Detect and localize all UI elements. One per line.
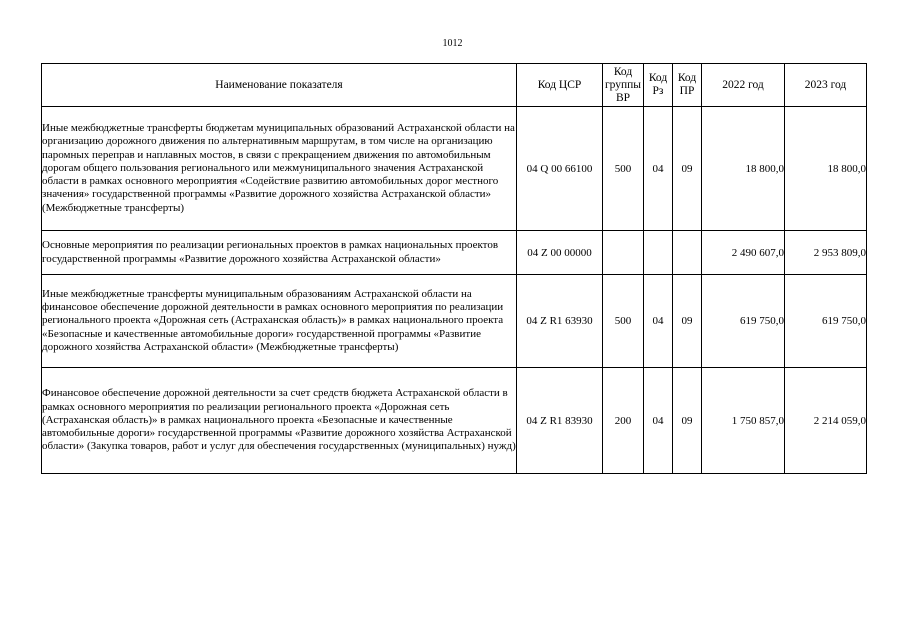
header-vr: Код группы ВР [603, 64, 644, 107]
row-pr: 09 [673, 275, 702, 368]
row-2023: 619 750,0 [785, 275, 867, 368]
page-number: 1012 [442, 38, 463, 49]
row-vr: 500 [603, 275, 644, 368]
header-rz: Код Рз [644, 64, 673, 107]
row-2022: 2 490 607,0 [702, 231, 785, 275]
budget-table [41, 63, 867, 474]
header-pr: Код ПР [673, 64, 702, 107]
row-name: Иные межбюджетные трансферты бюджетам муниципальных образований Астраханской области на организацию дорожного движения по альтернативным маршрутам, в том числе на организацию паромных переправ и наплавных мостов, в связи с прекращением движения по автомобильным дорогам общего пользования регионального или межмуниципального значения Астраханской области в рамках основного мероприятия «Содействие развитию автомобильных дорог местного значения» государственной программы «Развитие дорожного хозяйства Астраханской области» (Межбюджетные трансферты) [42, 107, 517, 231]
row-pr [673, 231, 702, 275]
table-header-row [42, 64, 867, 107]
row-2023: 2 214 059,0 [785, 368, 867, 474]
row-rz: 04 [644, 275, 673, 368]
row-vr [603, 231, 644, 275]
row-pr: 09 [673, 107, 702, 231]
table-row [42, 107, 867, 231]
row-csr: 04 Z 00 00000 [517, 231, 603, 275]
header-csr: Код ЦСР [517, 64, 603, 107]
table-row [42, 231, 867, 275]
row-name: Основные мероприятия по реализации региональных проектов в рамках национальных проектов государственной программы «Развитие дорожного хозяйства Астраханской области» [42, 231, 517, 275]
row-2022: 619 750,0 [702, 275, 785, 368]
header-2022: 2022 год [702, 64, 785, 107]
row-rz: 04 [644, 368, 673, 474]
row-2022: 1 750 857,0 [702, 368, 785, 474]
row-2023: 18 800,0 [785, 107, 867, 231]
row-csr: 04 Z R1 83930 [517, 368, 603, 474]
header-2023: 2023 год [785, 64, 867, 107]
row-rz: 04 [644, 107, 673, 231]
table-row [42, 275, 867, 368]
row-2023: 2 953 809,0 [785, 231, 867, 275]
header-name: Наименование показателя [42, 64, 517, 107]
row-vr: 200 [603, 368, 644, 474]
row-vr: 500 [603, 107, 644, 231]
row-csr: 04 Q 00 66100 [517, 107, 603, 231]
row-rz [644, 231, 673, 275]
row-csr: 04 Z R1 63930 [517, 275, 603, 368]
table-row [42, 368, 867, 474]
row-pr: 09 [673, 368, 702, 474]
row-2022: 18 800,0 [702, 107, 785, 231]
row-name: Иные межбюджетные трансферты муниципальным образованиям Астраханской области на финансовое обеспечение дорожной деятельности в рамках основного мероприятия по реализации регионального проекта «Дорожная сеть (Астраханская область)» в рамках национального проекта «Безопасные и качественные автомобильные дороги» государственной программы «Развитие дорожного хозяйства Астраханской области» (Межбюджетные трансферты) [42, 275, 517, 368]
row-name: Финансовое обеспечение дорожной деятельности за счет средств бюджета Астраханской области в рамках основного мероприятия по реализации регионального проекта «Дорожная сеть (Астраханская область)» в рамках национального проекта «Безопасные и качественные автомобильные дороги» государственной программы «Развитие дорожного хозяйства Астраханской области» (Закупка товаров, работ и услуг для обеспечения государственных (муниципальных) нужд) [42, 368, 517, 474]
